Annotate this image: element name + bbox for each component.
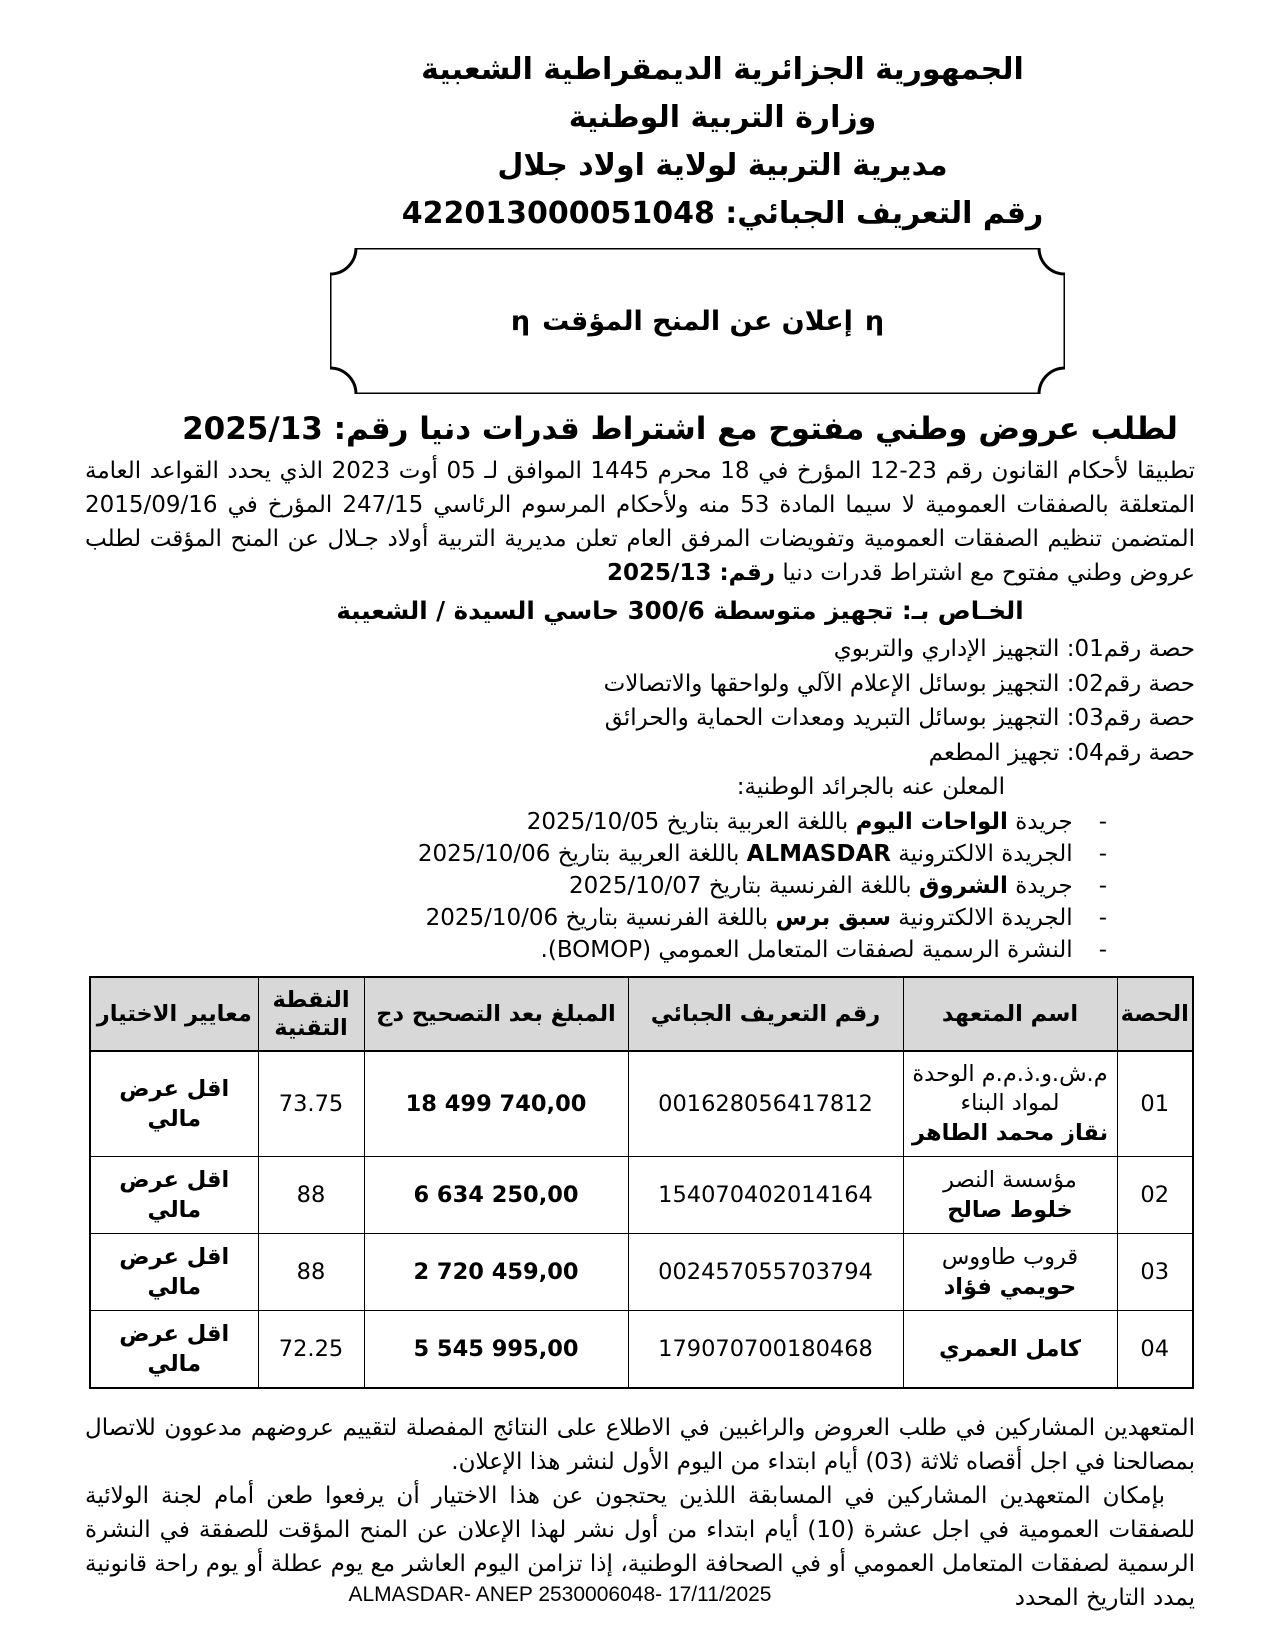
newspaper-prefix: جريدة [1007,873,1073,899]
tax-id-line: رقم التعريف الجبائي: 422013000051048 [401,196,1044,231]
newspaper-prefix: الجريدة الالكترونية [890,905,1073,931]
lot-cell: 03 [1117,1234,1193,1311]
lot-item: حصة رقم04: تجهيز المطعم [928,739,1195,766]
newspaper-prefix: جريدة [1007,809,1073,835]
newspapers-heading: المعلن عنه بالجرائد الوطنية: [736,774,1005,800]
bidder-org: مؤسسة النصر [943,1166,1077,1193]
newspaper-item [85,902,1107,934]
newspaper-suffix: باللغة العربية بتاريخ 2025/10/05 [526,809,856,835]
eta-symbol-left: η [510,305,531,337]
col-header-tax-id: رقم التعريف الجبائي [628,977,903,1051]
newspaper-suffix: باللغة العربية بتاريخ 2025/10/06 [417,841,747,867]
table-row [90,1157,1193,1234]
newspaper-text [569,870,1073,902]
newspaper-item [85,934,1107,966]
award-banner [330,248,1065,394]
col-header-lot: الحصة [1117,977,1193,1051]
award-banner-title: إعلان عن المنح المؤقت [542,305,853,337]
score-cell: 72.25 [258,1311,364,1389]
bidder-cell [903,1157,1117,1234]
bidder-person: حويمي فؤاد [943,1273,1077,1300]
bidder-person: خلوط صالح [947,1196,1073,1223]
newspapers-list [85,806,1195,966]
newspaper-name: الواحات اليوم [855,809,1008,835]
lot-cell: 01 [1117,1051,1193,1157]
newspaper-item [85,806,1107,838]
newspaper-text [527,806,1073,838]
dash-bullet: - [1098,905,1107,931]
bidder-cell [903,1051,1117,1157]
lot-item: حصة رقم01: التجهيز الإداري والتربوي [833,636,1195,662]
criteria-cell: اقل عرض مالي [90,1311,258,1389]
newspaper-name: الشروق [918,873,1008,899]
bidder-cell [903,1311,1117,1389]
intro-text: تطبيقا لأحكام القانون رقم 23-12 المؤرخ في 18 محرم 1445 الموافق لـ 05 أوت 2023 الذي يحدد القواعد العامة المتعلقة بالصفقات العمومية لا سيما المادة 53 منه ولأحكام المرسوم الرئاسي 247/15 المؤرخ في 2015/09/16 المتضمن تنظيم الصفقات العمومية وتفويضات المرفق العام تعلن مديرية التربية أولاد جـلال عن المنح المؤقت لطلب عروض وطني مفتوح مع اشتراط قدرات دنيا [85,458,1195,586]
newspaper-item [85,838,1107,870]
intro-reference-number: رقم: 2025/13 [607,560,776,586]
col-header-criteria: معايير الاختيار [90,977,258,1051]
tax-id-cell: 001628056417812 [628,1051,903,1157]
eta-symbol-right: η [864,305,885,337]
criteria-cell: اقل عرض مالي [90,1234,258,1311]
lot-cell: 02 [1117,1157,1193,1234]
republic-title: الجمهورية الجزائرية الديمقراطية الشعبية [421,52,1024,87]
anep-reference-line: ALMASDAR- ANEP 2530006048- 17/11/2025 [348,1583,772,1606]
table-header-row [90,977,1193,1051]
newspaper-suffix: باللغة الفرنسية بتاريخ 2025/10/07 [568,873,919,899]
amount-cell: 6 634 250,00 [364,1157,628,1234]
table-row [90,1311,1193,1389]
dash-bullet: - [1098,841,1107,867]
directorate-title: مديرية التربية لولاية اولاد جلال [497,148,948,183]
appeal-notice: بإمكان المتعهدين المشاركين في المسابقة اللذين يحتجون عن هذا الاختيار أن يرفعوا طعن أمام لجنة الولائية للصفقات العمومية في اجل عشرة (10) أيام ابتداء من أول نشر لهذا الإعلان عن المنح المؤقت للصفقة في النشرة الرسمية لصفقات المتعامل العمومي أو في الصحافة الوطنية، إذا تزامن اليوم العاشر مع يوم عطلة أو يوم راحة قانونية يمدد التاريخ المحدد [85,1483,1195,1611]
lot-item: حصة رقم03: التجهيز بوسائل التبريد ومعدات الحماية والحرائق [604,705,1195,731]
tax-id-cell: 179070700180468 [628,1311,903,1389]
bidder-person: كامل العمري [939,1336,1081,1362]
award-table [89,976,1194,1389]
newspaper-name: ALMASDAR [746,841,891,867]
score-cell: 88 [258,1157,364,1234]
tax-id-cell: 154070402014164 [628,1157,903,1234]
bidder-cell [903,1234,1117,1311]
col-header-amount: المبلغ بعد التصحيح دج [364,977,628,1051]
newspaper-text [418,838,1073,870]
document-header [250,46,1195,238]
intro-paragraph [85,454,1195,590]
newspaper-prefix: النشرة الرسمية لصفقات المتعامل العمومي (BOMOP). [540,937,1073,963]
newspaper-suffix: باللغة الفرنسية بتاريخ 2025/10/06 [425,905,776,931]
results-notice: المتعهدين المشاركين في طلب العروض والراغبين في الاطلاع على النتائج المفصلة لتقييم عروضهم مدعوون للاتصال بمصالحنا في اجل أقصاه ثلاثة (03) أيام ابتداء من اليوم الأول لنشر هذا الإعلان. [85,1415,1195,1475]
newspaper-item [85,870,1107,902]
tax-id-cell: 002457055703794 [628,1234,903,1311]
newspaper-name: سبق برس [775,905,891,931]
ministry-title: وزارة التربية الوطنية [568,100,877,135]
criteria-cell: اقل عرض مالي [90,1157,258,1234]
dash-bullet: - [1098,809,1107,835]
subject-line: الخـاص بـ: تجهيز متوسطة 300/6 حاسي السيدة / الشعيبة [336,596,1024,625]
col-header-score: النقطة التقنية [258,977,364,1051]
lots-list [85,632,1195,770]
newspaper-text [426,902,1073,934]
newspaper-text [541,934,1073,966]
bidder-person: نقاز محمد الطاهر [911,1120,1109,1146]
newspaper-prefix: الجريدة الالكترونية [890,841,1073,867]
col-header-bidder: اسم المتعهد [903,977,1117,1051]
criteria-cell: اقل عرض مالي [90,1051,258,1157]
table-row [90,1234,1193,1311]
table-row [90,1051,1193,1157]
bidder-org: قروب طاووس [941,1243,1079,1270]
tender-title: لطلب عروض وطني مفتوح مع اشتراط قدرات دنيا رقم: 2025/13 [182,411,1178,447]
lot-item: حصة رقم02: التجهيز بوسائل الإعلام الآلي ولواحقها والاتصالات [603,670,1195,697]
dash-bullet: - [1098,937,1107,963]
score-cell: 88 [258,1234,364,1311]
amount-cell: 2 720 459,00 [364,1234,628,1311]
lot-cell: 04 [1117,1311,1193,1389]
award-banner-text [330,248,1065,394]
amount-cell: 18 499 740,00 [364,1051,628,1157]
amount-cell: 5 545 995,00 [364,1311,628,1389]
score-cell: 73.75 [258,1051,364,1157]
dash-bullet: - [1098,873,1107,899]
bidder-org: م.ش.و.ذ.م.م الوحدة لمواد البناء [912,1061,1108,1116]
